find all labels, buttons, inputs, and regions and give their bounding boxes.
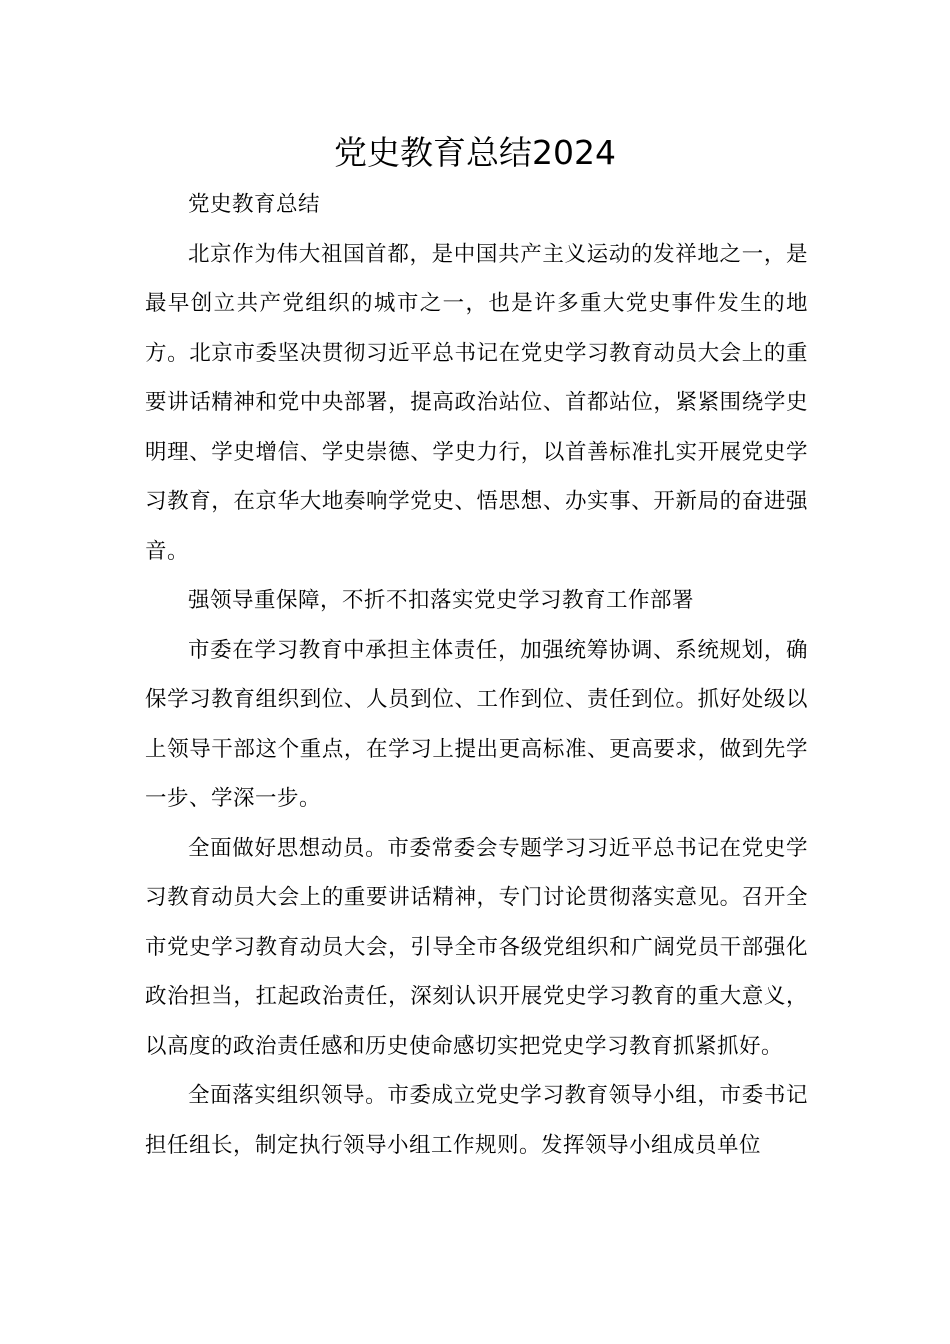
paragraph-leadership: 全面落实组织领导。市委成立党史学习教育领导小组，市委书记担任组长，制定执行领导小组工作规则。发挥领导小组成员单位	[145, 1083, 808, 1158]
paragraph-responsibility: 市委在学习教育中承担主体责任，加强统筹协调、系统规划，确保学习教育组织到位、人员到位、工作到位、责任到位。抓好处级以上领导干部这个重点，在学习上提出更高标准、更高要求，做到先学一步、学深一步。	[145, 637, 808, 811]
document-body	[145, 180, 808, 1170]
section-heading: 强领导重保障，不折不扣落实党史学习教育工作部署	[188, 588, 695, 613]
paragraph-intro: 北京作为伟大祖国首都，是中国共产主义运动的发祥地之一，是最早创立共产党组织的城市之一，也是许多重大党史事件发生的地方。北京市委坚决贯彻习近平总书记在党史学习教育动员大会上的重要讲话精神和党中央部署，提高政治站位、首都站位，紧紧围绕学史明理、学史增信、学史崇德、学史力行，以首善标准扎实开展党史学习教育，在京华大地奏响学党史、悟思想、办实事、开新局的奋进强音。	[145, 241, 808, 564]
document-title: 党史教育总结2024	[334, 133, 616, 172]
paragraph-mobilization: 全面做好思想动员。市委常委会专题学习习近平总书记在党史学习教育动员大会上的重要讲话精神，专门讨论贯彻落实意见。召开全市党史学习教育动员大会，引导全市各级党组织和广阔党员干部强化政治担当，扛起政治责任，深刻认识开展党史学习教育的重大意义，以高度的政治责任感和历史使命感切实把党史学习教育抓紧抓好。	[145, 835, 808, 1059]
paragraph-subtitle: 党史教育总结	[188, 192, 321, 217]
